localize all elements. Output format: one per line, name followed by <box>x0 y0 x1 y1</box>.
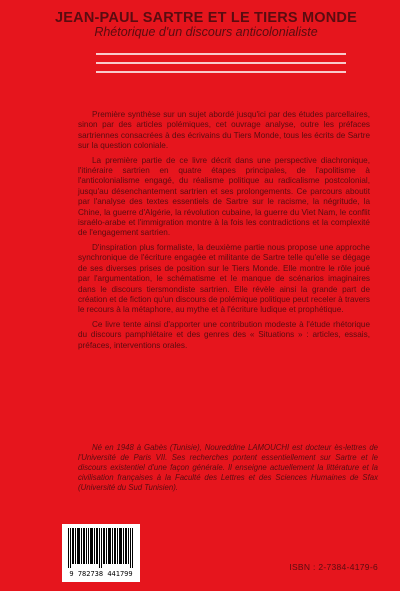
blurb <box>78 110 370 355</box>
decorative-rule-2 <box>96 62 346 64</box>
isbn: ISBN : 2-7384-4179-6 <box>289 562 378 572</box>
blurb-paragraph-3: D'inspiration plus formaliste, la deuxième partie nous propose une approche synchronique de l'écriture engagée et militante de Sartre telle qu'elle se dégage de ses diverses prises de position sur le Tiers Monde. Elle montre le rôle joué par l'argumentation, le schématisme et le manque de scénarios imaginaires dans le discours tiersmondiste sartrien. Elle révèle ainsi la grande part de création et de fiction qu'un discours de polémique politique peut receler à travers le recours à la métaphore, au mythe et à l'écriture ludique et prophétique. <box>78 242 370 315</box>
author-bio: Né en 1948 à Gabès (Tunisie), Noureddine LAMOUCHI est docteur ès-lettres de l'Université de Paris VII. Ses recherches portent essentiellement sur Sartre et le discours existentiel d'une façon générale. Il enseigne actuellement la littérature et la civilisation françaises à la Faculté des Lettres et des Sciences Humaines de Sfax (Université du Sud Tunisien). <box>78 443 378 492</box>
barcode-bars-icon <box>68 528 134 568</box>
blurb-paragraph-4: Ce livre tente ainsi d'apporter une contribution modeste à l'étude rhétorique du discours pamphlétaire et des genres des « Situations » : articles, essais, préfaces, interventions orales. <box>78 319 370 350</box>
barcode-number: 9 782738 441799 <box>69 570 133 578</box>
blurb-paragraph-2: La première partie de ce livre décrit dans une perspective diachronique, l'itinéraire sartrien en quatre étapes principales, de l'apolitisme à l'anticolonialisme engagé, du réalisme politique au radicalisme postcolonial, jusqu'au désenchantement sartrien et ses prolongements. Ce parcours aboutit par l'analyse des textes essentiels de Sartre sur le racisme, la négritude, la Chine, la guerre d'Algérie, la révolution cubaine, la guerre du Viet Nam, le conflit israélo-arabe et l'immigration montre à la fois les contradictions et la complexité de l'engagement sartrien. <box>78 155 370 238</box>
blurb-paragraph-1: Première synthèse sur un sujet abordé jusqu'ici par des études parcellaires, sinon par des articles polémiques, cet ouvrage analyse, outre les préfaces sartriennes consacrées à des écrivains du Tiers Monde, tous les écrits de Sartre sur la question coloniale. <box>78 110 370 151</box>
book-title: JEAN-PAUL SARTRE ET LE TIERS MONDE <box>55 10 357 26</box>
barcode <box>62 524 140 582</box>
book-subtitle: Rhétorique d'un discours anticolonialiste <box>94 25 318 39</box>
decorative-rule-1 <box>96 53 346 55</box>
decorative-rule-3 <box>96 71 346 73</box>
